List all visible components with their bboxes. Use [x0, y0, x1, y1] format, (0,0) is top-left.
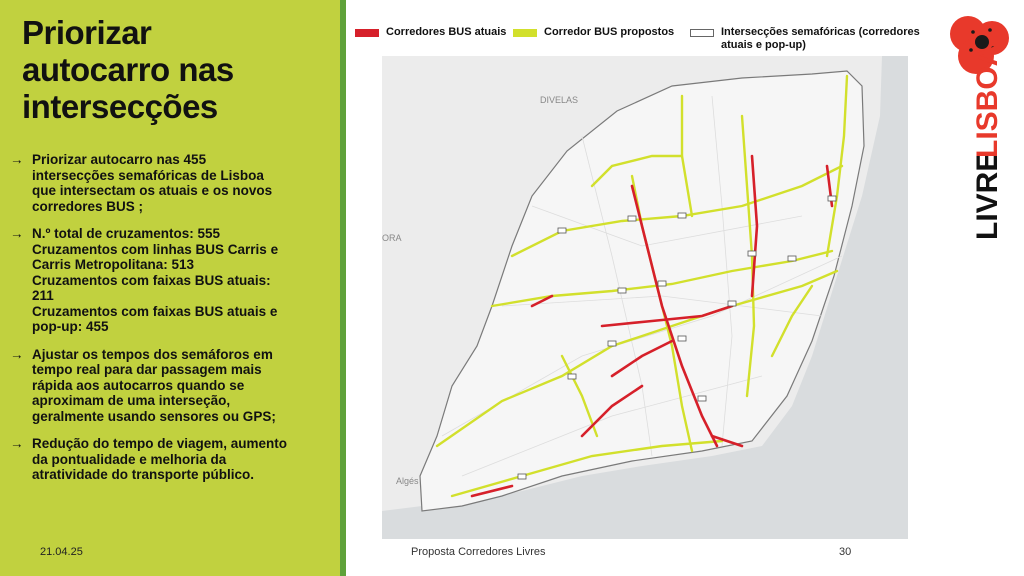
arrow-icon: → [10, 152, 24, 167]
logo-text-livre: LIVRE [971, 151, 1004, 240]
bullet-list [10, 152, 328, 495]
bullet-line: intersecções semafóricas de Lisboa [32, 167, 264, 183]
arrow-icon: → [10, 226, 24, 241]
place-label-amadora: ORA [382, 233, 402, 243]
intersection-box [698, 396, 706, 401]
legend-label-current: Corredores BUS atuais [386, 26, 507, 38]
bullet-line: Priorizar autocarro nas 455 [32, 152, 207, 167]
intersection-box [568, 374, 576, 379]
bullet-line: Carris Metropolitana: 513 [32, 257, 195, 272]
bullet-line: Cruzamentos com faixas BUS atuais: [32, 272, 271, 288]
bullet-item [10, 226, 328, 335]
place-label-divelas: DIVELAS [540, 95, 579, 105]
bullet-line: rápida aos autocarros quando se [32, 377, 245, 393]
logo-svg [940, 10, 1020, 250]
legend-label-proposed: Corredor BUS propostos [544, 26, 675, 38]
map-svg [382, 56, 908, 539]
intersection-box [828, 196, 836, 201]
bullet-line: Ajustar os tempos dos semáforos em [32, 346, 273, 362]
legend-swatch-proposed [513, 29, 537, 37]
panel-divider [340, 0, 346, 576]
intersection-box [628, 216, 636, 221]
bullet-line: que intersectam os atuais e os novos [32, 183, 273, 198]
bullet-line: Cruzamentos com linhas BUS Carris e [32, 241, 279, 257]
bullet-line: 211 [32, 288, 54, 303]
slide-title [22, 14, 322, 125]
legend-label-intersections [721, 26, 920, 52]
legend-intersections [690, 26, 920, 52]
legend-swatch-current [355, 29, 379, 37]
logo-wordmark [971, 45, 1004, 240]
bullet-line: Redução do tempo de viagem, aumento [32, 436, 288, 451]
intersection-box [658, 281, 666, 286]
seed-dot [971, 30, 975, 34]
intersection-box [618, 288, 626, 293]
legend-line: Intersecções semafóricas (corredores [721, 26, 920, 38]
logo-text-lisboa: LISBOA [971, 44, 1004, 158]
bullet-line: Cruzamentos com faixas BUS atuais e [32, 303, 278, 319]
page-number: 30 [839, 546, 852, 558]
arrow-icon: → [10, 436, 24, 451]
bullet-item [10, 347, 328, 425]
legend-swatch-intersections [690, 29, 714, 37]
livre-lisboa-logo [940, 10, 1020, 250]
legend-current-corridors [355, 26, 506, 39]
legend-line: atuais e pop-up) [721, 39, 806, 51]
bullet-line: atratividade do transporte público. [32, 467, 255, 482]
intersection-box [678, 213, 686, 218]
slide-date: 21.04.25 [40, 546, 83, 558]
bullet-item [10, 152, 328, 214]
intersection-box [788, 256, 796, 261]
bullet-item [10, 436, 328, 483]
title-line: autocarro nas [22, 51, 234, 88]
bullet-line: tempo real para dar passagem mais [32, 362, 262, 377]
title-line: Priorizar [22, 14, 152, 51]
left-panel [0, 0, 340, 576]
footer-title: Proposta Corredores Livres [411, 546, 546, 558]
bullet-line: da pontualidade e melhoria da [32, 451, 227, 467]
bullet-line: geralmente usando sensores ou GPS; [32, 408, 276, 424]
bullet-line: pop-up: 455 [32, 319, 109, 334]
seed-dot [988, 28, 992, 32]
title-line: intersecções [22, 88, 218, 125]
bullet-line: N.º total de cruzamentos: 555 [32, 226, 220, 241]
intersection-box [748, 251, 756, 256]
bullet-line: aproximam de uma interseção, [32, 393, 231, 408]
intersection-box [608, 341, 616, 346]
bullet-line: corredores BUS ; [32, 198, 144, 214]
intersection-box [678, 336, 686, 341]
bus-corridors-map [382, 56, 908, 539]
intersection-box [728, 301, 736, 306]
intersection-box [558, 228, 566, 233]
arrow-icon: → [10, 346, 24, 362]
legend-proposed-corridors [513, 26, 674, 39]
intersection-box [518, 474, 526, 479]
place-label-alges: Algés [396, 476, 419, 486]
